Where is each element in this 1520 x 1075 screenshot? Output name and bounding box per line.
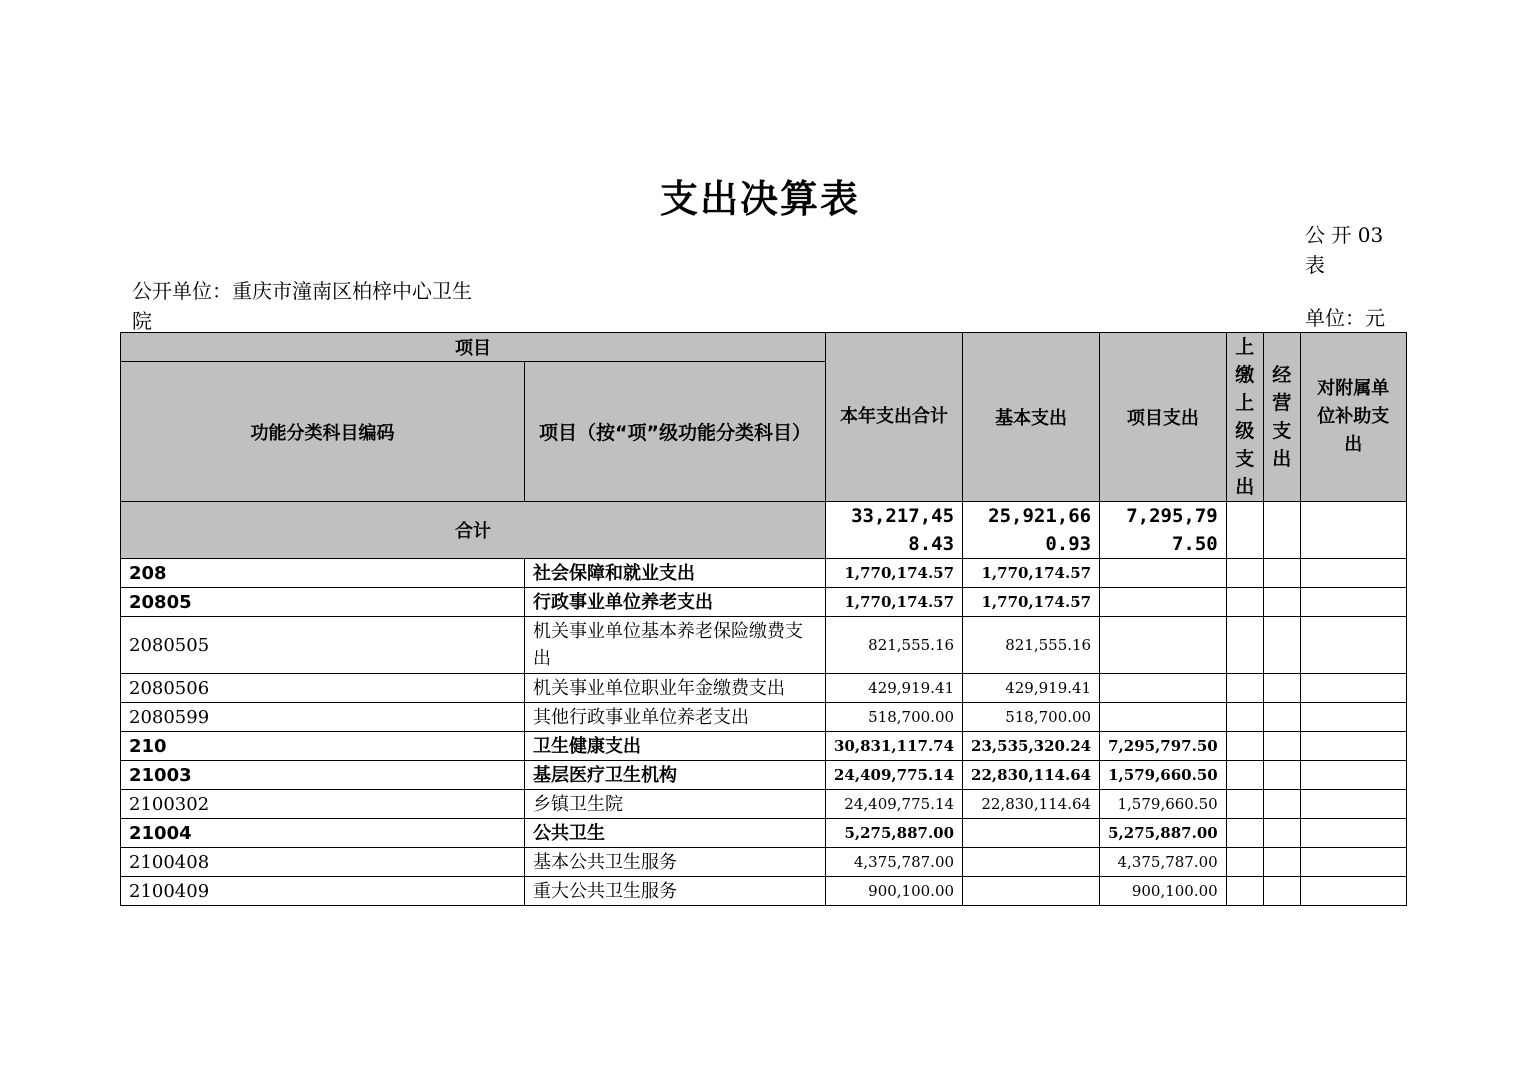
row-business	[1263, 790, 1300, 819]
row-project: 1,579,660.50	[1100, 761, 1227, 790]
row-total: 24,409,775.14	[826, 761, 963, 790]
row-upper	[1226, 559, 1263, 588]
row-project	[1100, 559, 1227, 588]
total-project: 7,295,797.50	[1100, 502, 1227, 559]
row-total: 4,375,787.00	[826, 848, 963, 877]
row-subsidy	[1300, 617, 1406, 674]
row-name: 机关事业单位基本养老保险缴费支出	[525, 617, 826, 674]
header-code: 功能分类科目编码	[121, 362, 525, 502]
row-business	[1263, 674, 1300, 703]
table-row	[121, 877, 1407, 906]
table-row	[121, 674, 1407, 703]
row-code: 2080506	[121, 674, 525, 703]
row-total: 900,100.00	[826, 877, 963, 906]
row-name: 公共卫生	[525, 819, 826, 848]
row-total: 1,770,174.57	[826, 588, 963, 617]
row-business	[1263, 559, 1300, 588]
row-name: 行政事业单位养老支出	[525, 588, 826, 617]
header-item: 项目（按“项”级功能分类科目）	[525, 362, 826, 502]
row-basic: 518,700.00	[963, 703, 1100, 732]
row-total: 24,409,775.14	[826, 790, 963, 819]
row-basic	[963, 819, 1100, 848]
row-project: 1,579,660.50	[1100, 790, 1227, 819]
row-total: 5,275,887.00	[826, 819, 963, 848]
row-subsidy	[1300, 703, 1406, 732]
header-subsidy: 对附属单位补助支出	[1300, 333, 1406, 502]
table-row	[121, 790, 1407, 819]
header-business: 经营支出	[1263, 333, 1300, 502]
row-total: 1,770,174.57	[826, 559, 963, 588]
total-row	[121, 502, 1407, 559]
row-basic: 1,770,174.57	[963, 559, 1100, 588]
row-project: 900,100.00	[1100, 877, 1227, 906]
row-subsidy	[1300, 674, 1406, 703]
table-row	[121, 617, 1407, 674]
row-business	[1263, 877, 1300, 906]
row-basic: 429,919.41	[963, 674, 1100, 703]
row-upper	[1226, 732, 1263, 761]
row-subsidy	[1300, 761, 1406, 790]
table-row	[121, 588, 1407, 617]
row-name: 机关事业单位职业年金缴费支出	[525, 674, 826, 703]
row-basic: 22,830,114.64	[963, 761, 1100, 790]
header-total: 本年支出合计	[826, 333, 963, 502]
row-project: 4,375,787.00	[1100, 848, 1227, 877]
row-upper	[1226, 790, 1263, 819]
header-basic: 基本支出	[963, 333, 1100, 502]
row-subsidy	[1300, 877, 1406, 906]
row-subsidy	[1300, 848, 1406, 877]
row-code: 2080599	[121, 703, 525, 732]
header-upper-payment: 上缴上级支出	[1226, 333, 1263, 502]
row-name: 乡镇卫生院	[525, 790, 826, 819]
row-project	[1100, 703, 1227, 732]
row-code: 2100408	[121, 848, 525, 877]
row-business	[1263, 848, 1300, 877]
row-code: 2100302	[121, 790, 525, 819]
row-name: 重大公共卫生服务	[525, 877, 826, 906]
row-project: 5,275,887.00	[1100, 819, 1227, 848]
row-business	[1263, 588, 1300, 617]
row-basic: 22,830,114.64	[963, 790, 1100, 819]
row-basic: 821,555.16	[963, 617, 1100, 674]
form-number: 公 开 03 表	[1305, 223, 1384, 277]
row-business	[1263, 703, 1300, 732]
row-upper	[1226, 877, 1263, 906]
row-basic	[963, 877, 1100, 906]
row-project	[1100, 617, 1227, 674]
row-code: 2100409	[121, 877, 525, 906]
row-total: 429,919.41	[826, 674, 963, 703]
row-subsidy	[1300, 588, 1406, 617]
row-name: 社会保障和就业支出	[525, 559, 826, 588]
table-row	[121, 848, 1407, 877]
row-name: 基层医疗卫生机构	[525, 761, 826, 790]
row-project	[1100, 674, 1227, 703]
row-total: 821,555.16	[826, 617, 963, 674]
row-code: 210	[121, 732, 525, 761]
table-row	[121, 703, 1407, 732]
row-upper	[1226, 674, 1263, 703]
row-project	[1100, 588, 1227, 617]
row-business	[1263, 732, 1300, 761]
reporting-unit: 公开单位：重庆市潼南区柏梓中心卫生院	[132, 279, 472, 333]
total-basic: 25,921,660.93	[963, 502, 1100, 559]
total-label: 合计	[121, 502, 826, 559]
row-upper	[1226, 761, 1263, 790]
row-upper	[1226, 703, 1263, 732]
row-basic: 23,535,320.24	[963, 732, 1100, 761]
row-upper	[1226, 848, 1263, 877]
table-row	[121, 761, 1407, 790]
row-subsidy	[1300, 819, 1406, 848]
row-total: 30,831,117.74	[826, 732, 963, 761]
row-project: 7,295,797.50	[1100, 732, 1227, 761]
row-subsidy	[1300, 732, 1406, 761]
table-row	[121, 559, 1407, 588]
expenditure-table	[120, 332, 1407, 906]
row-code: 21003	[121, 761, 525, 790]
row-basic	[963, 848, 1100, 877]
row-business	[1263, 617, 1300, 674]
row-code: 2080505	[121, 617, 525, 674]
row-basic: 1,770,174.57	[963, 588, 1100, 617]
header-project-expense: 项目支出	[1100, 333, 1227, 502]
row-name: 基本公共卫生服务	[525, 848, 826, 877]
row-name: 其他行政事业单位养老支出	[525, 703, 826, 732]
row-subsidy	[1300, 790, 1406, 819]
row-subsidy	[1300, 559, 1406, 588]
row-upper	[1226, 819, 1263, 848]
header-project: 项目	[121, 333, 826, 362]
row-business	[1263, 761, 1300, 790]
row-total: 518,700.00	[826, 703, 963, 732]
row-code: 21004	[121, 819, 525, 848]
row-code: 20805	[121, 588, 525, 617]
row-name: 卫生健康支出	[525, 732, 826, 761]
page-title: 支出决算表	[659, 176, 860, 221]
row-upper	[1226, 617, 1263, 674]
row-business	[1263, 819, 1300, 848]
table-row	[121, 732, 1407, 761]
row-upper	[1226, 588, 1263, 617]
total-sum: 33,217,458.43	[826, 502, 963, 559]
currency-unit: 单位：元	[1305, 306, 1385, 330]
table-row	[121, 819, 1407, 848]
row-code: 208	[121, 559, 525, 588]
